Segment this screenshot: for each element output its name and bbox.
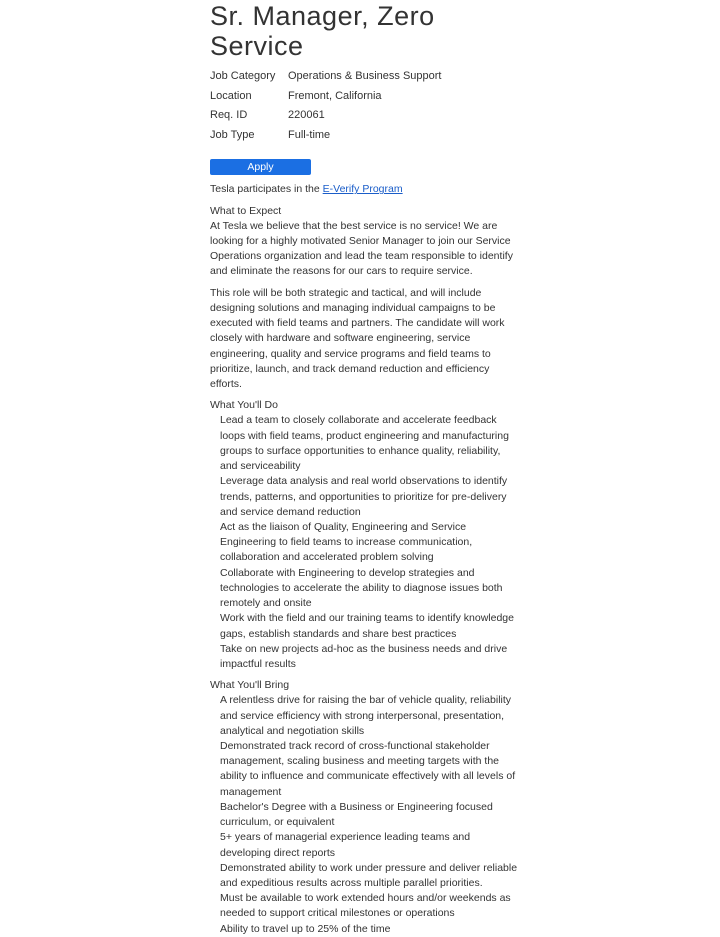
list-item: Take on new projects ad-hoc as the business needs and drive impactful results [220, 642, 508, 670]
list-item: Must be available to work extended hours and/or weekends as needed to support critical milestones or operations [220, 892, 511, 920]
meta-label: Job Category [210, 70, 276, 83]
meta-row-req-id [210, 106, 520, 126]
section-title-do: What You'll Do [210, 399, 278, 412]
list-item: A relentless drive for raising the bar of vehicle quality, reliability and service efficiency with strong interpersonal, presentation, analytical and negotiation skills [220, 694, 512, 737]
list-item: Collaborate with Engineering to develop strategies and technologies to accelerate the ability to diagnose issues both remotely and onsite [220, 566, 503, 610]
e-verify-notice [210, 182, 520, 197]
job-title: Sr. Manager, Zero Service [210, 1, 435, 61]
list-item: Act as the liaison of Quality, Engineering and Service Engineering to field teams to increase communication, collaboration and accelerated problem solving [220, 520, 473, 564]
meta-row-job-type [210, 126, 520, 146]
list-item: 5+ years of managerial experience leading teams and developing direct reports [220, 831, 471, 859]
apply-button[interactable]: Apply [210, 159, 311, 175]
list-item: Demonstrated ability to work under pressure and deliver reliable and expeditious results across multiple parallel priorities. [220, 861, 518, 889]
job-meta [210, 67, 520, 145]
meta-label: Req. ID [210, 109, 248, 122]
section-title-expect: What to Expect [210, 204, 282, 217]
bring-list [210, 693, 520, 937]
list-item: Ability to travel up to 25% of the time [220, 922, 391, 935]
meta-value: Operations & Business Support [288, 70, 442, 83]
meta-value: Full-time [288, 128, 331, 141]
meta-row-location [210, 87, 520, 107]
e-verify-link[interactable]: E-Verify Program [322, 183, 403, 196]
meta-row-category [210, 67, 520, 87]
list-item: Work with the field and our training teams to identify knowledge gaps, establish standards and share best practices [220, 612, 514, 640]
e-verify-text: Tesla participates in the [210, 183, 320, 196]
list-item: Leverage data analysis and real world observations to identify trends, patterns, and opportunities to prioritize for pre-delivery and service demand reduction [220, 475, 508, 518]
list-item: Demonstrated track record of cross-functional stakeholder management, scaling business and meeting targets with the ability to influence and communicate effectively with all levels of management [220, 740, 516, 798]
list-item: Lead a team to closely collaborate and accelerate feedback loops with field teams, product engineering and manufacturing groups to surface opportunities to enhance quality, reliability, and serviceability [220, 414, 509, 473]
meta-label: Location [210, 89, 252, 102]
list-item: Bachelor's Degree with a Business or Engineering focused curriculum, or equivalent [220, 800, 493, 829]
section-title-bring: What You'll Bring [210, 679, 290, 692]
expect-paragraph-2: This role will be both strategic and tactical, and will include designing solutions and managing individual campaigns to be executed with field teams and partners. The candidate will work closely with hardware and software engineering, service engineering, quality and service programs and field teams to prioritize, launch, and track demand reduction and efficiency efforts. [210, 286, 505, 390]
meta-value: Fremont, California [288, 89, 382, 102]
meta-label: Job Type [210, 128, 255, 141]
do-list [210, 413, 520, 672]
expect-paragraph: At Tesla we believe that the best service is no service! We are looking for a highly motivated Senior Manager to join our Service Operations organization and lead the team responsible to identify and eliminate the reasons for our cars to require service. [210, 219, 513, 278]
meta-value: 220061 [288, 109, 325, 122]
